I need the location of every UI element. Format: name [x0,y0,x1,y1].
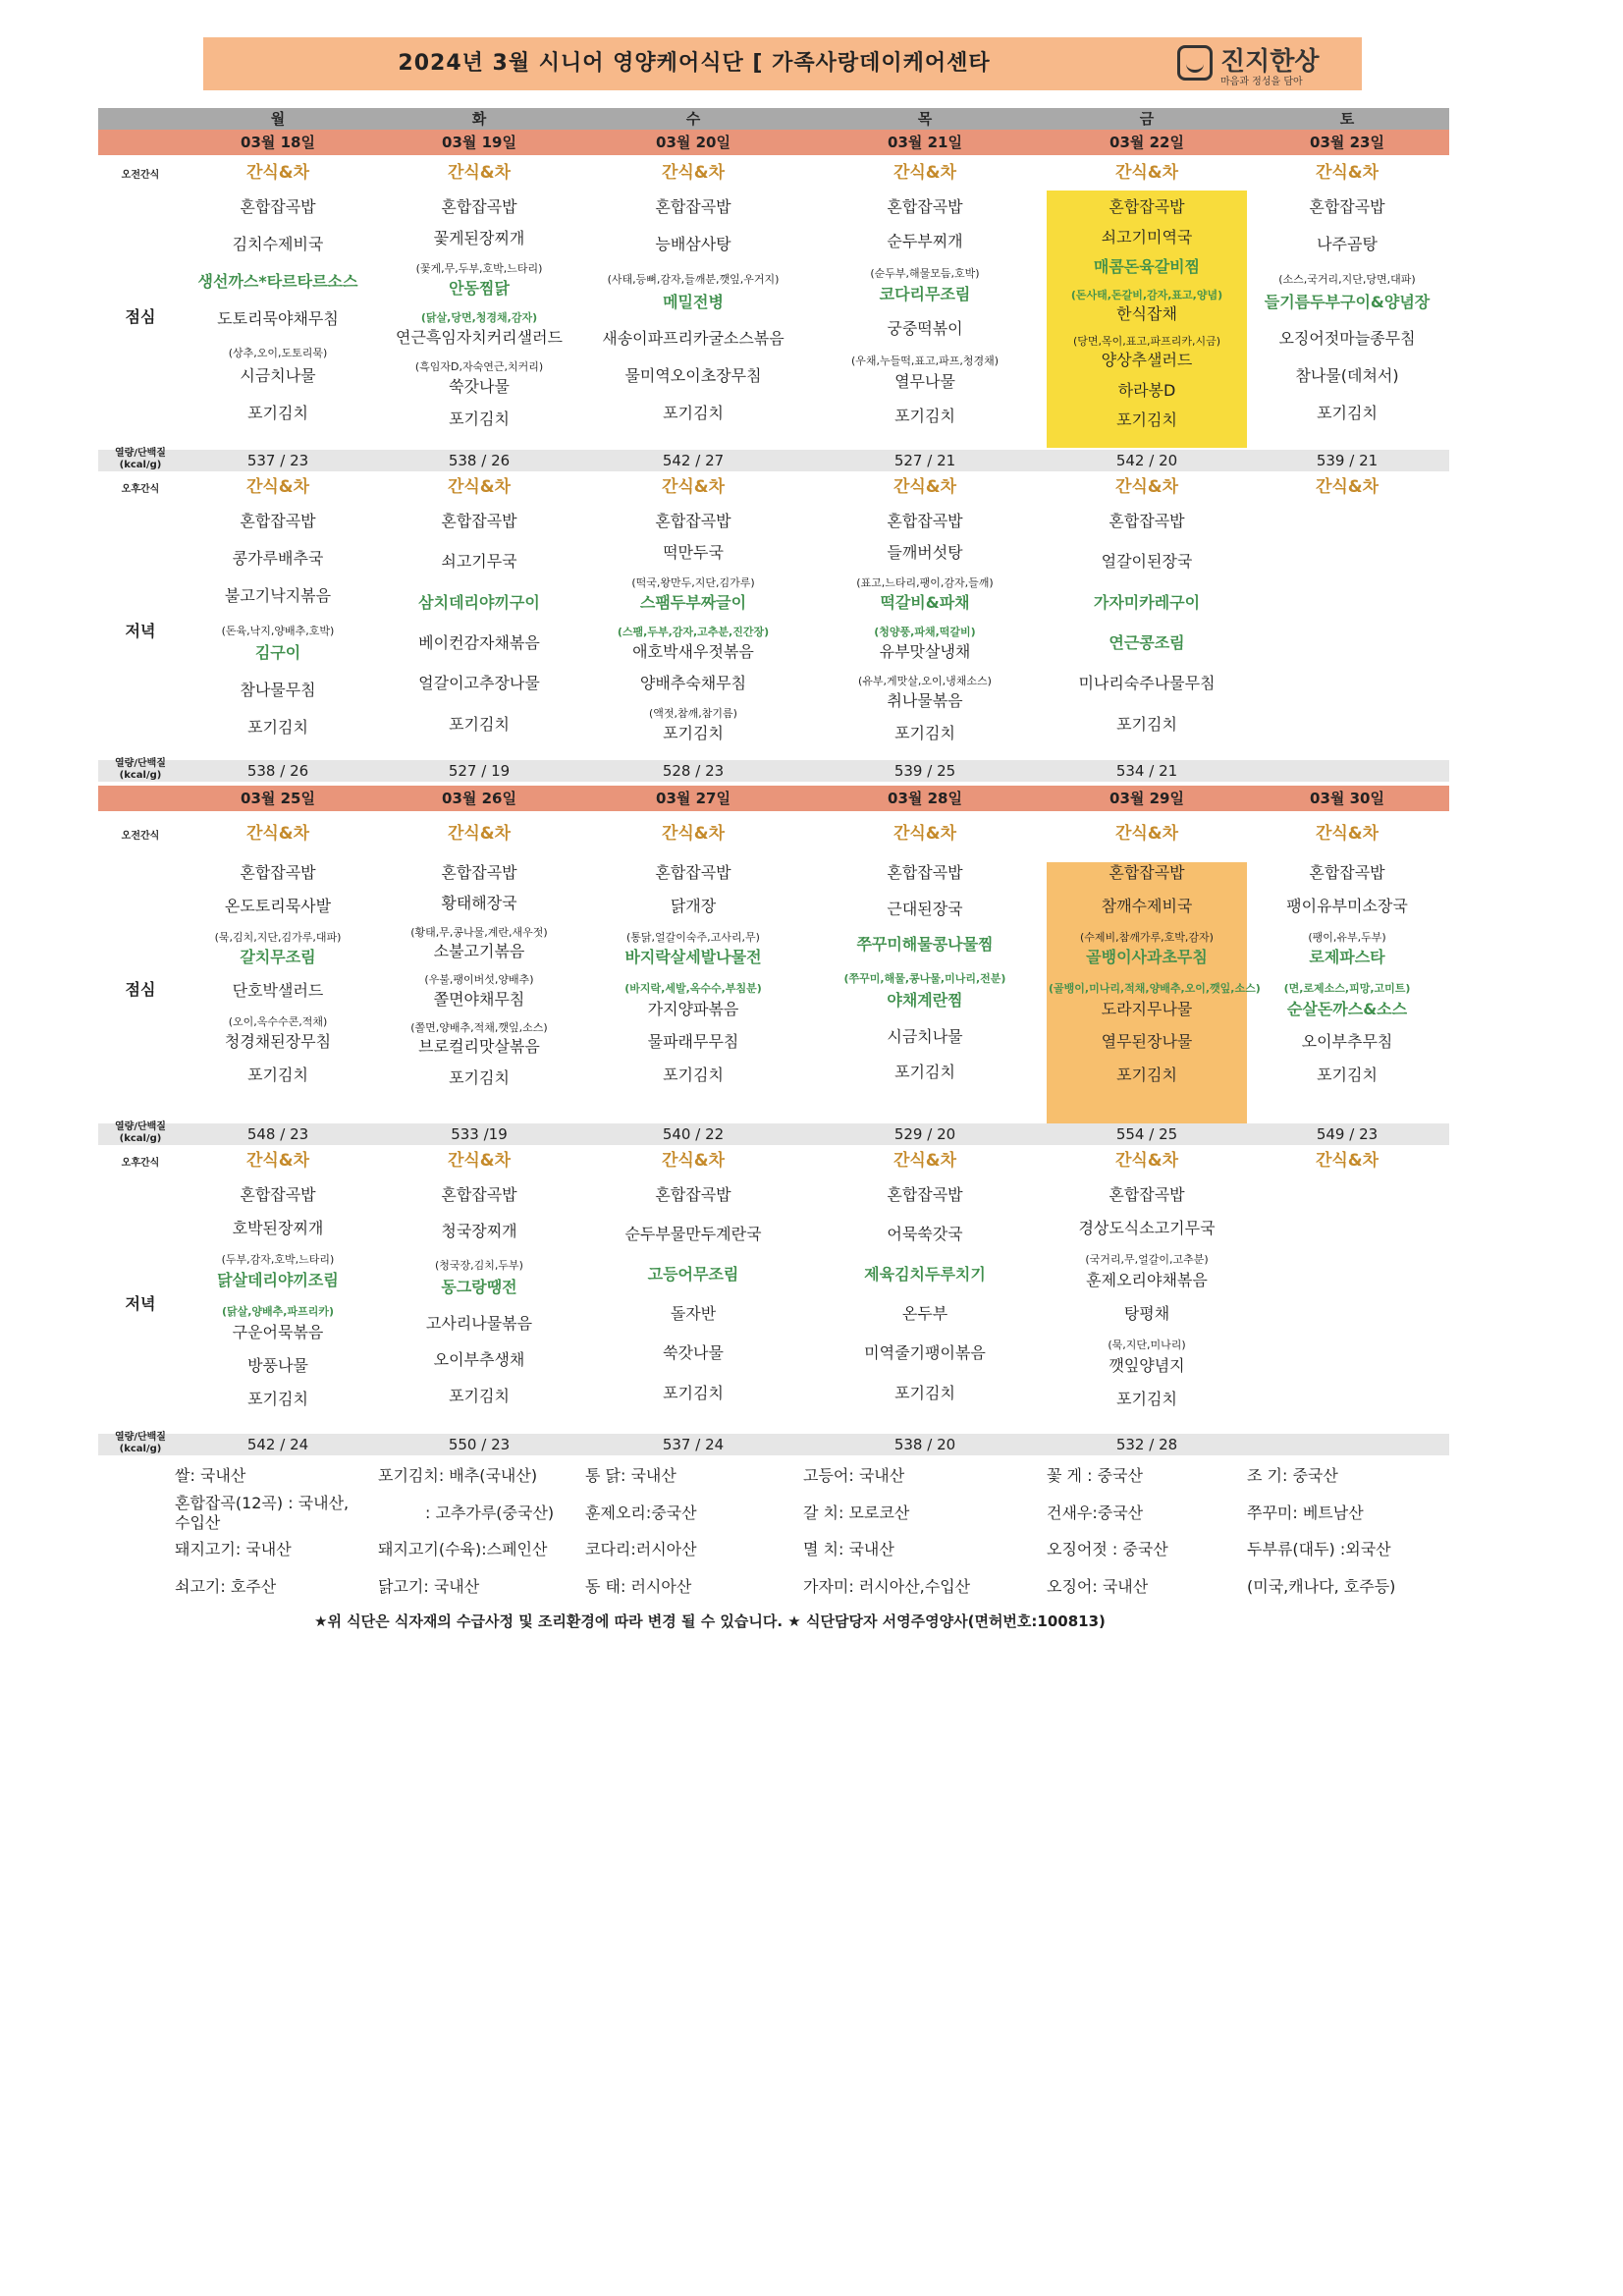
menu-item: 얼갈이고추장나물 [418,674,540,692]
title-bar [203,37,1362,90]
menu-detail: (돈사태,돈갈비,감자,표고,양념) [1070,289,1223,301]
menu-item: 단호박샐러드 [232,981,324,1000]
date-header: 03월 25일 [241,790,315,807]
am-snack: 간식&차 [661,163,726,183]
origin-item: (미국,캐나다, 호주등) [1247,1577,1396,1596]
menu-detail: (국거리,무,얼갈이,고추분) [1085,1253,1209,1266]
am-snack: 간식&차 [1315,163,1380,183]
page-title: 2024년 3월 시니어 영양케어식단 [ 가족사랑데이케어센타 [398,51,991,76]
menu-detail: (돈육,낙지,양배추,호박) [221,625,335,637]
menu-item: 포기김치 [1116,715,1177,734]
menu-item: 애호박새우젓볶음 [632,642,754,661]
menu-item: 쇠고기미역국 [1101,228,1193,246]
pm-snack: 간식&차 [245,1151,310,1171]
menu-item: 포기김치 [1317,404,1378,422]
row-label-cal-unit: (kcal/g) [119,460,162,470]
pm-snack: 간식&차 [1315,1151,1380,1171]
pm-snack: 간식&차 [1315,477,1380,497]
row-label-cal: 열량/단백질 [115,758,166,769]
menu-item: 쑥갓나물 [663,1343,724,1362]
menu-item: 혼합잡곡밥 [887,1185,963,1204]
menu-detail: (쭈꾸미,해물,콩나물,미나리,전분) [843,972,1006,985]
origin-item: 조 기: 중국산 [1247,1466,1338,1485]
menu-item: 혼합잡곡밥 [240,863,316,882]
menu-item: 쫄면야채무침 [433,990,525,1009]
menu-item: 콩가루배추국 [232,549,324,568]
menu-item: 김구이 [254,643,301,662]
menu-item: 참나물(데쳐서) [1295,366,1399,385]
menu-item: 포기김치 [894,407,955,425]
menu-item: 오이부추무침 [1301,1032,1393,1051]
origin-item: 돼지고기: 국내산 [175,1540,292,1558]
menu-item: 포기김치 [663,724,724,742]
menu-item: 황태해장국 [441,894,517,912]
menu-item: 골뱅이사과초무침 [1086,948,1208,966]
menu-item: 포기김치 [449,1068,510,1087]
menu-item: 근대된장국 [887,900,963,918]
menu-item: 취나물볶음 [887,691,963,710]
date-header: 03월 19일 [442,134,516,151]
menu-detail: (당면,목이,표고,파프리카,시금) [1072,335,1221,348]
weekday-header: 토 [1339,110,1355,128]
menu-detail: (골뱅이,미나리,적채,양배추,오이,깻잎,소스) [1049,982,1261,995]
row-label-am-snack: 오전간식 [121,831,160,842]
origin-item: 오징어젓 : 중국산 [1047,1540,1168,1558]
menu-item: 물미역오이초장무침 [624,366,762,385]
menu-detail: (사태,등뼈,감자,들깨분,깻잎,우거지) [607,273,780,286]
weekday-header: 월 [270,110,286,128]
lunch-calorie: 539 / 21 [1316,452,1379,469]
menu-item: 혼합잡곡밥 [887,512,963,530]
menu-item: 시금치나물 [240,366,316,385]
menu-item: 혼합잡곡밥 [441,1185,517,1204]
menu-detail: (상추,오이,도토리묵) [228,347,328,359]
menu-item: 떡만두국 [663,543,724,562]
menu-item: 온도토리묵사발 [224,897,332,915]
menu-item: 도토리묵야채무침 [217,309,339,328]
menu-item: 포기김치 [894,1063,955,1081]
weekday-header: 화 [471,110,487,128]
menu-item: 어묵쑥갓국 [887,1225,963,1243]
menu-item: 포기김치 [449,1387,510,1405]
menu-item: 경상도식소고기무국 [1078,1219,1216,1237]
menu-item: 포기김치 [663,1384,724,1402]
menu-detail: (닭살,양배추,파프리카) [221,1305,335,1318]
menu-detail: (소스,국거리,지단,당면,대파) [1278,273,1416,286]
menu-detail: (유부,게맛살,오이,냉채소스) [858,675,992,687]
pm-snack: 간식&차 [447,477,512,497]
rice-bowl-icon [1177,45,1213,81]
menu-item: 도라지무나물 [1101,1000,1193,1018]
logo-tagline: 마음과 정성을 담아 [1220,77,1303,87]
menu-detail: (우채,누들떡,표고,파프,청경채) [850,355,1000,367]
am-snack: 간식&차 [245,824,310,844]
menu-item: 혼합잡곡밥 [655,512,731,530]
menu-item: 참나물무침 [240,681,316,699]
pm-snack: 간식&차 [893,477,957,497]
menu-item: 포기김치 [663,1066,724,1084]
menu-item: 포기김치 [894,1384,955,1402]
date-header: 03월 29일 [1109,790,1184,807]
date-header: 03월 26일 [442,790,516,807]
menu-item: 청경채된장무침 [224,1032,332,1051]
am-snack: 간식&차 [661,824,726,844]
menu-item: 팽이유부미소장국 [1286,897,1408,915]
dinner-calorie: 527 / 19 [448,762,511,780]
menu-item: 매콤돈육갈비찜 [1093,257,1201,276]
date-header: 03월 20일 [656,134,730,151]
menu-item: 오이부추생채 [433,1350,525,1369]
menu-item: 연근흑임자치커리샐러드 [395,328,564,347]
weekday-header: 금 [1139,110,1155,128]
origin-item: 통 닭: 국내산 [585,1466,676,1485]
menu-item: 혼합잡곡밥 [240,197,316,216]
menu-detail: (팽이,유부,두부) [1308,931,1386,944]
menu-item: 닭개장 [670,897,717,915]
menu-item: 미역줄기팽이볶음 [864,1343,986,1362]
lunch-calorie: 542 / 27 [662,452,725,469]
menu-item: 포기김치 [449,715,510,734]
pm-snack: 간식&차 [661,477,726,497]
origin-item: : 고추가루(중국산) [425,1503,555,1522]
menu-detail: (청국장,김치,두부) [435,1259,523,1272]
menu-item: 혼합잡곡밥 [887,197,963,216]
origin-item: 두부류(대두) :외국산 [1247,1540,1391,1558]
menu-item: 코다리무조림 [879,285,971,303]
origin-item: 꽃 게 : 중국산 [1047,1466,1143,1485]
menu-item: 물파래무무침 [647,1032,739,1051]
menu-detail: (스팸,두부,감자,고추분,진간장) [617,626,770,638]
origin-item: 오징어: 국내산 [1047,1577,1149,1596]
dinner-calorie: 550 / 23 [448,1436,511,1453]
menu-detail: (꽃게,무,두부,호박,느타리) [415,262,543,275]
lunch-calorie: 549 / 23 [1316,1125,1379,1143]
row-label-lunch: 점심 [125,980,156,999]
menu-item: 혼합잡곡밥 [240,1185,316,1204]
menu-item: 메밀전병 [663,293,724,311]
menu-item: 생선까스*타르타르소스 [197,272,358,291]
lunch-calorie: 542 / 20 [1115,452,1178,469]
dinner-calorie: 542 / 24 [246,1436,309,1453]
menu-item: 혼합잡곡밥 [1109,197,1185,216]
menu-item: 스팸두부짜글이 [639,593,747,612]
menu-item: 유부맛살냉채 [879,642,971,661]
menu-item: 들깨버섯탕 [887,543,963,562]
row-label-cal-unit: (kcal/g) [119,770,162,781]
menu-item: 들기름두부구이&양념장 [1264,293,1431,311]
date-header: 03월 18일 [241,134,315,151]
menu-item: 고등어무조림 [647,1265,739,1284]
menu-item: 포기김치 [247,404,308,422]
menu-item: 바지락살세발나물전 [624,948,762,966]
origin-item: 훈제오리:중국산 [585,1503,697,1522]
menu-item: 포기김치 [1116,410,1177,429]
menu-item: 포기김치 [1317,1066,1378,1084]
menu-item: 혼합잡곡밥 [655,863,731,882]
menu-item: 닭살데리야끼조림 [217,1271,339,1289]
row-label-pm-snack: 오후간식 [121,484,160,495]
menu-item: 포기김치 [247,1390,308,1408]
pm-snack: 간식&차 [245,477,310,497]
menu-detail: (바지락,세발,옥수수,부침분) [624,982,762,995]
origin-item: 포기김치: 배추(국내산) [378,1466,538,1485]
menu-item: 양배추숙채무침 [639,674,747,692]
menu-detail: (표고,느타리,팽이,감자,들깨) [856,576,994,589]
menu-detail: (황태,무,콩나물,계란,새우젓) [410,926,548,939]
pm-snack: 간식&차 [1114,1151,1179,1171]
dinner-calorie: 528 / 23 [662,762,725,780]
menu-item: 열무나물 [894,372,955,391]
am-snack: 간식&차 [1315,824,1380,844]
dinner-calorie: 538 / 20 [893,1436,956,1453]
menu-item: 포기김치 [247,718,308,737]
menu-item: 궁중떡볶이 [887,319,963,338]
menu-item: 소불고기볶음 [433,942,525,960]
menu-item: 떡갈비&파채 [880,593,970,612]
menu-item: 포기김치 [663,404,724,422]
menu-item: 꽃게된장찌개 [433,229,525,247]
row-label-pm-snack: 오후간식 [121,1158,160,1169]
menu-detail: (쫄면,양배추,적채,깻잎,소스) [410,1021,548,1034]
menu-item: 온두부 [901,1304,948,1323]
menu-item: 한식잡채 [1116,304,1177,323]
row-label-am-snack: 오전간식 [121,170,160,181]
row-label-cal: 열량/단백질 [115,448,166,459]
menu-item: 얼갈이된장국 [1101,552,1193,571]
menu-item: 연근콩조림 [1109,633,1185,652]
row-label-cal-unit: (kcal/g) [119,1444,162,1454]
menu-item: 열무된장나물 [1101,1032,1193,1051]
am-snack: 간식&차 [447,824,512,844]
menu-item: 베이컨감자채볶음 [418,633,540,652]
menu-item: 혼합잡곡밥 [441,863,517,882]
menu-item: 삼치데리야끼구이 [418,593,540,612]
menu-detail: (통닭,얼갈이숙주,고사리,무) [626,931,760,944]
origin-item: 닭고기: 국내산 [378,1577,480,1596]
menu-item: 혼합잡곡밥 [441,512,517,530]
menu-item: 가자미카레구이 [1093,593,1201,612]
lunch-calorie: 529 / 20 [893,1125,956,1143]
row-label-dinner: 저녁 [125,1294,156,1313]
row-label-cal-unit: (kcal/g) [119,1133,162,1144]
logo-name: 진지한상 [1220,47,1320,77]
menu-item: 야채계란찜 [887,991,963,1010]
dinner-calorie: 534 / 21 [1115,762,1178,780]
menu-item: 갈치무조림 [240,948,316,966]
menu-detail: (닭살,당면,청경채,감자) [420,311,538,324]
menu-detail: (청양풍,파채,떡갈비) [874,626,976,638]
menu-item: 능배삼사탕 [655,235,731,253]
origin-item: 쇠고기: 호주산 [175,1577,277,1596]
lunch-calorie: 533 /19 [451,1125,508,1143]
origin-item: 쭈꾸미: 베트남산 [1247,1503,1364,1522]
origin-item: 쌀: 국내산 [175,1466,246,1485]
lunch-calorie: 540 / 22 [662,1125,725,1143]
menu-item: 청국장찌개 [441,1222,517,1240]
am-snack: 간식&차 [893,163,957,183]
menu-item: 혼합잡곡밥 [887,863,963,882]
menu-detail: (우불,팽이버섯,양배추) [424,973,534,986]
menu-item: 혼합잡곡밥 [1109,512,1185,530]
lunch-calorie: 537 / 23 [246,452,309,469]
menu-item: 탕평채 [1123,1304,1170,1323]
date-header: 03월 23일 [1310,134,1384,151]
am-snack: 간식&차 [245,163,310,183]
menu-detail: (떡국,왕만두,지단,김가루) [631,576,755,589]
menu-item: 쭈꾸미해물콩나물찜 [856,935,994,954]
brand-logo [1177,41,1354,86]
row-label-cal: 열량/단백질 [115,1121,166,1132]
menu-item: 불고기낙지볶음 [224,586,332,605]
menu-item: 혼합잡곡밥 [1309,863,1385,882]
menu-item: 나주곰탕 [1317,235,1378,253]
am-snack: 간식&차 [1114,163,1179,183]
origin-item: 고등어: 국내산 [803,1466,905,1485]
weekday-header: 목 [917,110,933,128]
menu-item: 구운어묵볶음 [232,1323,324,1341]
menu-item: 시금치나물 [887,1027,963,1046]
menu-item: 방풍나물 [247,1356,308,1375]
menu-item: 안동찜닭 [449,279,510,298]
menu-item: 가지양파볶음 [647,1000,739,1018]
menu-item: 참깨수제비국 [1101,897,1193,915]
menu-item: 혼합잡곡밥 [441,197,517,216]
menu-detail: (액젓,참깨,참기름) [649,707,737,720]
origin-item: 가자미: 러시아산,수입산 [803,1577,971,1596]
menu-item: 깻잎양념지 [1109,1356,1185,1375]
am-snack: 간식&차 [447,163,512,183]
menu-item: 쑥갓나물 [449,377,510,396]
menu-item: 순살돈까스&소스 [1286,1000,1408,1018]
menu-item: 김치수제비국 [232,235,324,253]
origin-item: 혼합잡곡(12곡) : 국내산, [175,1494,350,1512]
row-label-dinner: 저녁 [125,622,156,640]
menu-item: 미나리숙주나물무침 [1078,674,1216,692]
menu-item: 고사리나물볶음 [425,1314,533,1333]
menu-detail: (흑임자D,자숙연근,치커리) [414,360,544,373]
menu-item: 브로컬리맛살볶음 [418,1037,540,1056]
menu-item: 포기김치 [1116,1390,1177,1408]
date-header: 03월 27일 [656,790,730,807]
dinner-calorie: 537 / 24 [662,1436,725,1453]
pm-snack: 간식&차 [661,1151,726,1171]
menu-item: 포기김치 [449,410,510,428]
origin-item: 코다리:러시아산 [585,1540,697,1558]
am-snack: 간식&차 [1114,824,1179,844]
pm-snack: 간식&차 [893,1151,957,1171]
menu-detail: (면,로제소스,피망,고미트) [1283,982,1411,995]
origin-item: 멸 치: 국내산 [803,1540,894,1558]
row-label-cal: 열량/단백질 [115,1432,166,1443]
menu-item: 포기김치 [247,1066,308,1084]
menu-detail: (묵,김치,지단,김가루,대파) [214,931,342,944]
origin-item: 돼지고기(수육):스페인산 [378,1540,548,1558]
menu-item: 포기김치 [894,724,955,742]
menu-item: 혼합잡곡밥 [655,197,731,216]
lunch-calorie: 548 / 23 [246,1125,309,1143]
date-header: 03월 21일 [888,134,962,151]
menu-detail: (수제비,참깨가루,호박,감자) [1080,931,1214,944]
origin-item: 갈 치: 모로코산 [803,1503,910,1522]
origin-item: 수입산 [175,1513,221,1532]
menu-item: 새송이파프리카굴소스볶음 [602,329,784,348]
menu-item: 하라봉D [1117,381,1176,400]
menu-item: 혼합잡곡밥 [240,512,316,530]
menu-detail: (오이,옥수수콘,적채) [228,1015,328,1028]
lunch-calorie: 538 / 26 [448,452,511,469]
dinner-calorie: 532 / 28 [1115,1436,1178,1453]
dinner-calorie: 539 / 25 [893,762,956,780]
row-label-lunch: 점심 [125,307,156,326]
menu-item: 호박된장찌개 [232,1219,324,1237]
menu-detail: (묵,지단,미나리) [1108,1339,1186,1351]
menu-detail: (순두부,해물모듬,호박) [870,267,980,280]
menu-item: 혼합잡곡밥 [1309,197,1385,216]
menu-item: 훈제오리야채볶음 [1086,1271,1208,1289]
am-snack: 간식&차 [893,824,957,844]
menu-item: 포기김치 [1116,1066,1177,1084]
date-header: 03월 30일 [1310,790,1384,807]
menu-item: 오징어젓마늘종무침 [1278,329,1416,348]
weekday-header: 수 [685,110,701,128]
menu-detail: (두부,감자,호박,느타리) [221,1253,335,1266]
menu-item: 양상추샐러드 [1101,351,1193,369]
menu-item: 돌자반 [670,1304,717,1323]
menu-item: 쇠고기무국 [441,552,517,571]
menu-item: 순두부물만두계란국 [624,1225,762,1243]
date-header: 03월 28일 [888,790,962,807]
menu-item: 동그랑땡전 [441,1278,517,1296]
lunch-calorie: 527 / 21 [893,452,956,469]
date-header: 03월 22일 [1109,134,1184,151]
dinner-calorie: 538 / 26 [246,762,309,780]
pm-snack: 간식&차 [447,1151,512,1171]
origin-item: 건새우:중국산 [1047,1503,1144,1522]
lunch-calorie: 554 / 25 [1115,1125,1178,1143]
notice: ★위 식단은 식자재의 수급사정 및 조리환경에 따라 변경 될 수 있습니다. ★ 식단담당자 서영주영양사(면허번호:100813) [314,1613,1106,1630]
menu-item: 혼합잡곡밥 [1109,1185,1185,1204]
menu-item: 로제파스타 [1309,948,1385,966]
menu-item: 혼합잡곡밥 [655,1185,731,1204]
menu-item: 제육김치두루치기 [864,1265,986,1284]
pm-snack: 간식&차 [1114,477,1179,497]
menu-item: 혼합잡곡밥 [1109,863,1185,882]
menu-item: 순두부찌개 [887,232,963,250]
origin-item: 동 태: 러시아산 [585,1577,692,1596]
